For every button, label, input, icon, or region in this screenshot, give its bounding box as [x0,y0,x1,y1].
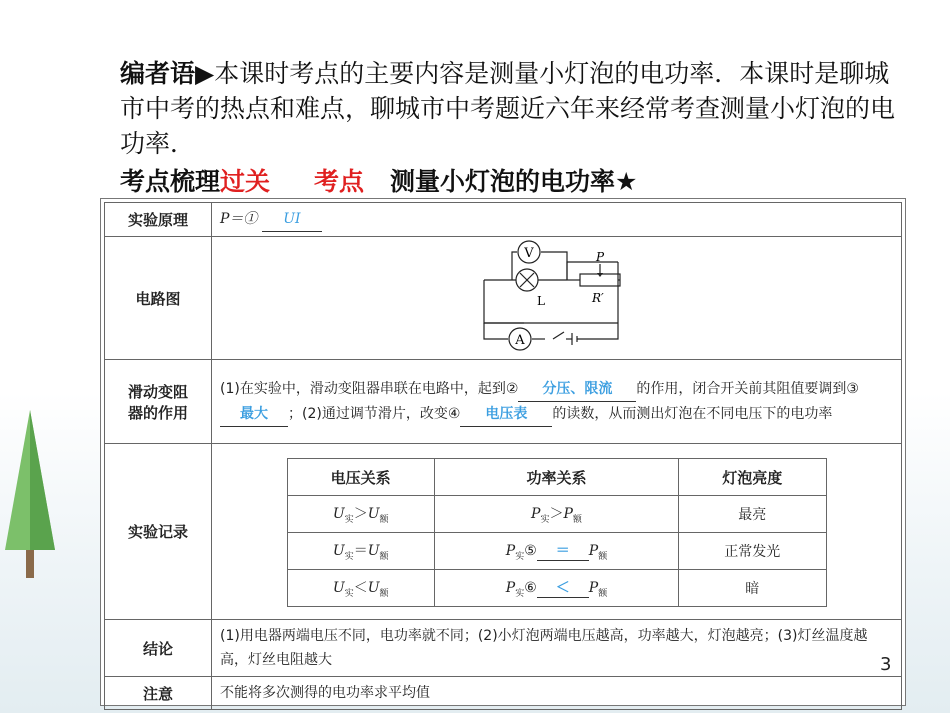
conclusion-label: 结论 [105,620,212,677]
circuit-cell [212,237,902,360]
header-brightness: 灯泡亮度 [679,459,826,496]
intro-paragraph [120,56,910,161]
answer-4: 电压表 [460,402,552,427]
rheostat-role-label-line1: 滑动变阻 [127,382,188,401]
circuit-label: 电路图 [105,237,212,360]
row-circuit [105,237,902,360]
voltage-relation-2: $U_实=U_额$ [287,533,434,570]
record-table [287,458,827,607]
knowledge-panel [100,198,906,706]
header-voltage: 电压关系 [287,459,434,496]
record-header-row [287,459,826,496]
conclusion-text: (1)用电器两端电压不同，电功率就不同；(2)小灯泡两端电压越高，功率越大，灯泡越亮；(3)灯丝温度越高，灯丝电阻越大 [212,620,902,677]
lamp-label: L [537,294,545,308]
voltmeter-label: V [524,246,534,261]
rheostat-role-content [212,360,902,444]
brightness-2: 正常发光 [679,533,826,570]
rheostat-text-2: 的作用，闭合开关前其阻值要调到③ [636,380,859,397]
principle-prefix: P＝① [220,211,258,227]
power-relation-2: $P_实⑤ = P_额$ [434,533,678,570]
row-principle [105,203,902,237]
note-text: 不能将多次测得的电功率求平均值 [212,677,902,710]
answer-2: 分压、限流 [518,377,636,402]
principle-label: 实验原理 [105,203,212,237]
page-number: 3 [880,654,892,675]
title-part4: 测量小灯泡的电功率★ [390,167,638,196]
header-power: 功率关系 [434,459,678,496]
answer-3: 最大 [220,402,288,427]
row-note [105,677,902,710]
voltage-relation-1: $U_实>U_额$ [287,496,434,533]
record-row-2 [287,533,826,570]
row-conclusion [105,620,902,677]
brightness-3: 暗 [679,570,826,607]
ammeter-label: A [515,333,525,348]
principle-content [212,203,902,237]
rheostat-role-label [105,360,212,444]
brightness-1: 最亮 [679,496,826,533]
principle-answer: UI [262,207,322,232]
title-part2: 过关 [220,167,271,196]
rheostat-label: R′ [592,291,604,305]
record-cell [212,444,902,620]
record-row-3 [287,570,826,607]
record-row-1 [287,496,826,533]
title-part3: 考点 [314,167,365,196]
intro-text: 本课时考点的主要内容是测量小灯泡的电功率．本课时是聊城市中考的热点和难点，聊城市中考题近六年来经常考查测量小灯泡的电功率． [120,59,896,158]
note-label: 注意 [105,677,212,710]
power-relation-3: $P_实⑥ < P_额$ [434,570,678,607]
intro-lead: 编者语▶ [120,59,215,88]
rheostat-text-4: 的读数，从而测出灯泡在不同电压下的电功率 [552,405,833,422]
section-title [120,162,637,198]
rheostat-role-label-line2: 器的作用 [127,403,188,422]
row-rheostat-role [105,360,902,444]
power-relation-1: $P_实>P_额$ [434,496,678,533]
answer-5: ＝ [537,540,589,561]
title-part1: 考点梳理 [120,167,221,196]
circuit-diagram [212,237,892,351]
record-label: 实验记录 [105,444,212,620]
slider-label: P [596,250,605,264]
rheostat-text-3: ；(2)通过调节滑片，改变④ [288,405,461,422]
knowledge-table [104,202,902,710]
answer-6: ＜ [537,577,589,598]
pine-tree-decoration [0,400,90,580]
voltage-relation-3: $U_实<U_额$ [287,570,434,607]
row-record [105,444,902,620]
rheostat-text-1: (1)在实验中，滑动变阻器串联在电路中，起到② [220,380,519,397]
